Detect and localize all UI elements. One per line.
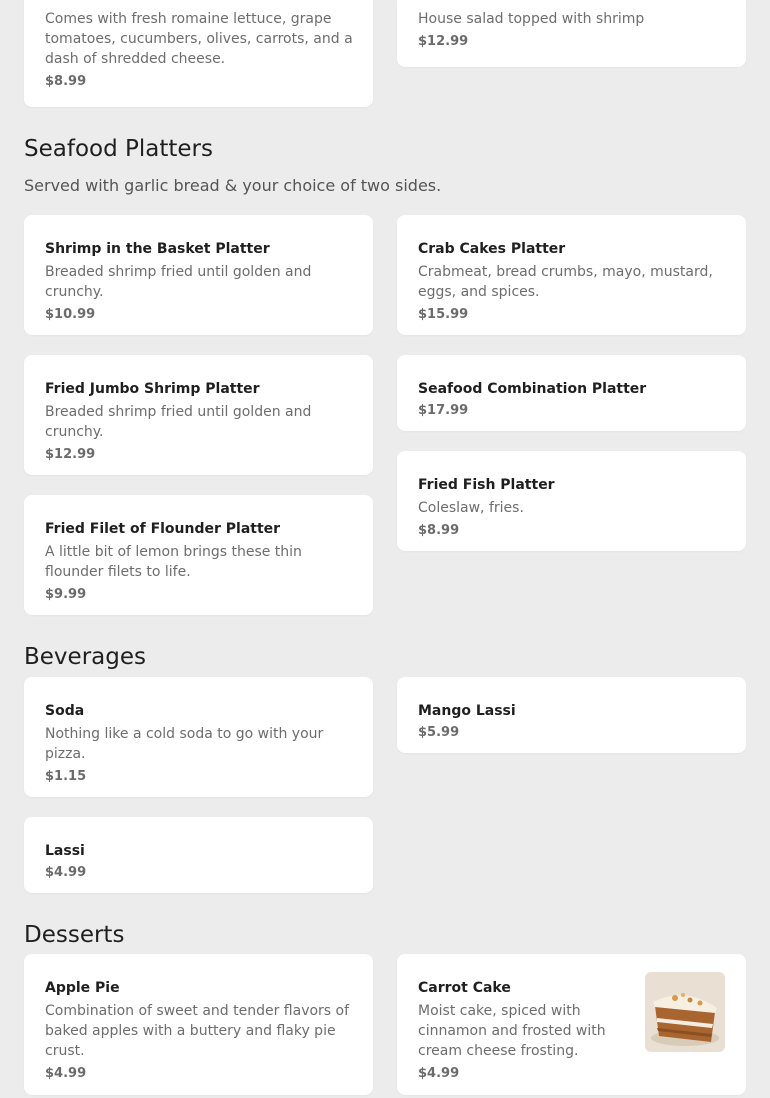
item-description: Comes with fresh romaine lettuce, grape tomatoes, cucumbers, olives, carrots, and a dash of shredded cheese. [45, 11, 353, 67]
item-name: Fried Fish Platter [418, 477, 555, 493]
menu-item-card[interactable] [397, 215, 746, 335]
item-description: Moist cake, spiced with cinnamon and frosted with cream cheese frosting. [418, 1003, 606, 1059]
item-price: $12.99 [45, 447, 96, 462]
item-description: A little bit of lemon brings these thin flounder filets to life. [45, 544, 302, 580]
item-description: Coleslaw, fries. [418, 500, 524, 516]
item-description: Combination of sweet and tender flavors of baked apples with a buttery and flaky pie crust. [45, 1003, 350, 1059]
item-price: $10.99 [45, 307, 96, 322]
menu-item-card[interactable] [24, 495, 373, 615]
item-name: Shrimp in the Basket Platter [45, 241, 270, 257]
item-description: Breaded shrimp fried until golden and crunchy. [45, 264, 312, 300]
item-price: $9.99 [45, 587, 87, 602]
item-name: Crab Cakes Platter [418, 241, 566, 257]
item-price: $8.99 [418, 523, 460, 538]
menu-item-card[interactable] [397, 677, 746, 753]
menu-item-card[interactable] [397, 954, 746, 1095]
item-description: Breaded shrimp fried until golden and crunchy. [45, 404, 312, 440]
section-subtitle: Served with garlic bread & your choice of two sides. [24, 176, 442, 195]
carrot-cake-image [645, 972, 725, 1052]
menu-item-card[interactable] [397, 0, 746, 67]
section-title: Beverages [24, 644, 146, 670]
menu-item-card[interactable] [24, 677, 373, 797]
item-price: $4.99 [45, 865, 87, 880]
item-name: Lassi [45, 843, 85, 859]
menu-item-card[interactable] [24, 954, 373, 1095]
section-title: Desserts [24, 922, 125, 948]
item-price: $4.99 [45, 1066, 87, 1081]
item-text [418, 978, 618, 1084]
item-description: House salad topped with shrimp [418, 11, 645, 27]
item-description: Crabmeat, bread crumbs, mayo, mustard, eggs, and spices. [418, 264, 713, 300]
item-name: Seafood Combination Platter [418, 381, 647, 397]
item-price: $4.99 [418, 1066, 460, 1081]
item-description: Nothing like a cold soda to go with your pizza. [45, 726, 324, 762]
item-name: Soda [45, 703, 85, 719]
item-price: $15.99 [418, 307, 469, 322]
menu-item-card[interactable] [24, 817, 373, 893]
item-price: $5.99 [418, 725, 460, 740]
item-name: Fried Filet of Flounder Platter [45, 521, 281, 537]
menu-item-card[interactable] [24, 355, 373, 475]
item-price: $12.99 [418, 34, 469, 49]
cake-photo-icon [645, 972, 725, 1052]
item-name: Apple Pie [45, 980, 120, 996]
item-name: Fried Jumbo Shrimp Platter [45, 381, 260, 397]
item-price: $8.99 [45, 74, 87, 89]
section-title: Seafood Platters [24, 136, 213, 162]
item-price: $1.15 [45, 769, 87, 784]
menu-item-card[interactable] [24, 0, 373, 107]
menu-item-card[interactable] [24, 215, 373, 335]
menu-item-card[interactable] [397, 451, 746, 551]
item-name: Carrot Cake [418, 980, 511, 996]
item-name: Mango Lassi [418, 703, 516, 719]
item-price: $17.99 [418, 403, 469, 418]
menu-item-card[interactable] [397, 355, 746, 431]
